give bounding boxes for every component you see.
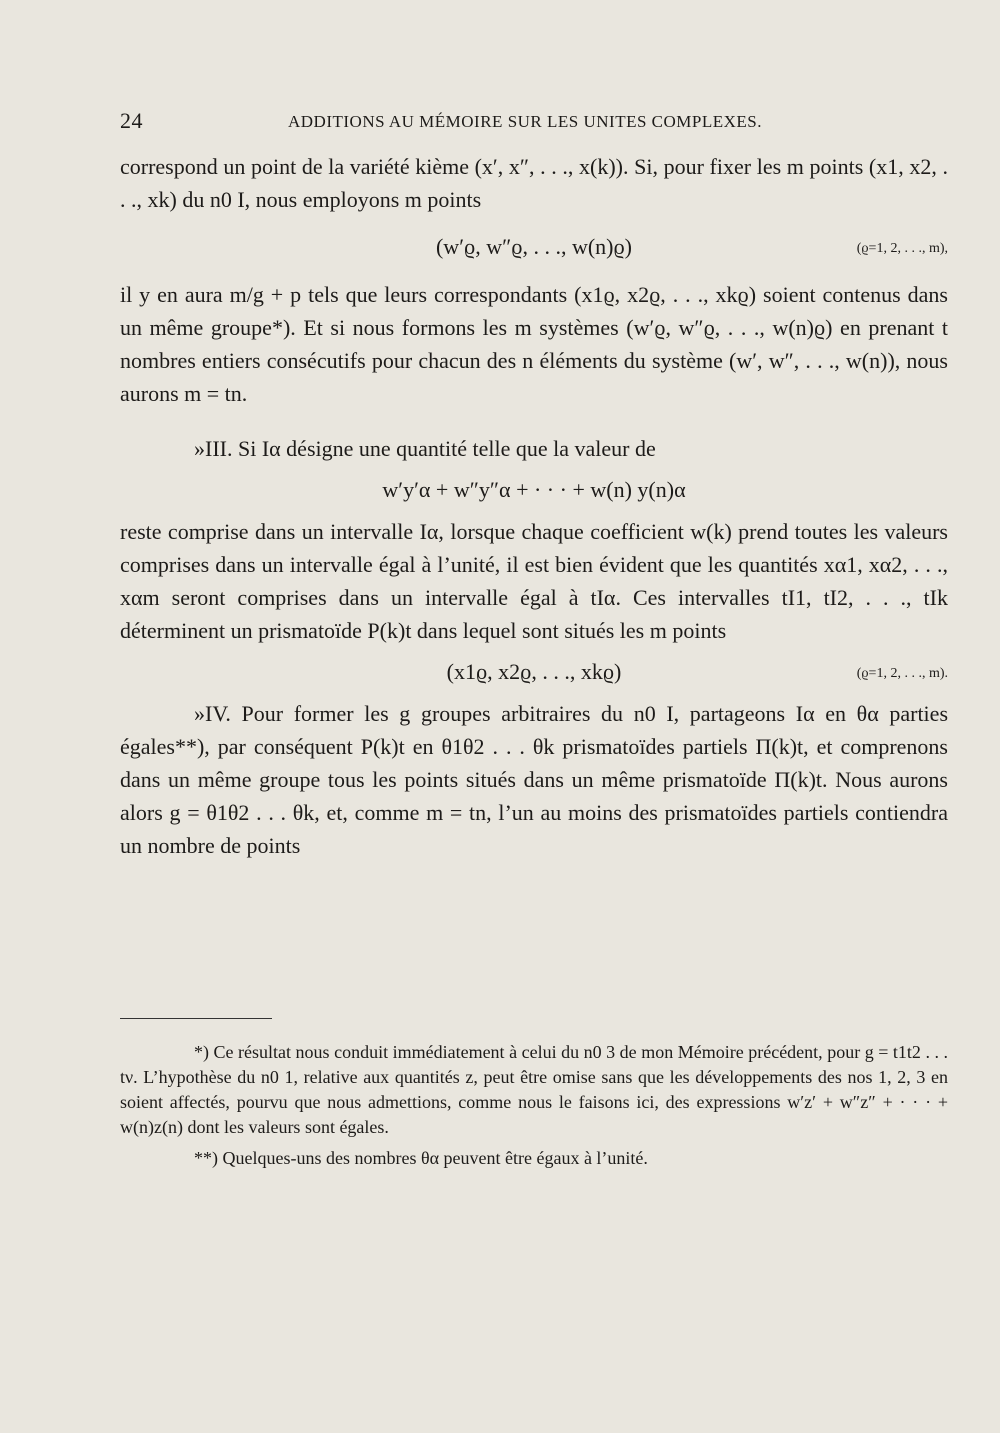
paragraph-4: reste comprise dans un intervalle Iα, lorsque chaque coefficient w(k) prend toutes les valeurs comprises dans un intervalle égal à l’unité, il est bien évident que les quantités xα1, xα2, . . ., xαm seront comprises dans un intervalle égal à tIα. Ces intervalles tI1, tI2, . . ., tIk déterminent un prismatoïde P(k)t dans lequel sont situés les m points (120, 519, 948, 643)
paragraph-3: »III. Si Iα désigne une quantité telle que la valeur de (194, 436, 656, 461)
equation-2 (120, 465, 948, 515)
equation-3-formula: (x1ϱ, x2ϱ, . . ., xkϱ) (446, 659, 622, 684)
running-title: ADDITIONS AU MÉMOIRE SUR LES UNITES COMPLEXES. (288, 112, 762, 131)
footnote-1: *) Ce résultat nous conduit immédiatement à celui du n0 3 de mon Mémoire précédent, pour g = t1t2 . . . tν. L’hypothèse du n0 1, relative aux quantités z, peut être omise sans que les développements des nos 1, 2, 3 en soient affectés, pourvu que nous admettions, comme nous le faisons ici, des expressions w′z′ + w″z″ + · · · + w(n)z(n) dont les valeurs sont égales. (120, 1042, 948, 1137)
page-number: 24 (120, 108, 143, 133)
page-header (120, 108, 948, 138)
equation-3-tag: (ϱ=1, 2, . . ., m). (856, 666, 948, 681)
footnote-rule (120, 1018, 272, 1019)
equation-1 (120, 216, 948, 278)
paragraph-2: il y en aura m/g + p tels que leurs correspondants (x1ϱ, x2ϱ, . . ., xkϱ) soient contenus dans un même groupe*). Et si nous formons les m systèmes (w′ϱ, w″ϱ, . . ., w(n)ϱ) en prenant t nombres entiers consécutifs pour chacun des n éléments du système (w′, w″, . . ., w(n)), nous aurons m = tn. (120, 282, 948, 406)
equation-3 (120, 647, 948, 697)
paragraph-1: correspond un point de la variété kième (x′, x″, . . ., x(k)). Si, pour fixer les m points (x1, x2, . . ., xk) du n0 I, nous employons m points (120, 154, 948, 212)
paragraph-5: »IV. Pour former les g groupes arbitraires du n0 I, partageons Iα en θα parties égales**), par conséquent P(k)t en θ1θ2 . . . θk prismatoïdes partiels Π(k)t, et comprenons dans un même groupe tous les points situés dans un même prismatoïde Π(k)t. Nous aurons alors g = θ1θ2 . . . θk, et, comme m = tn, l’un au moins des prismatoïdes partiels contiendra un nombre de points (120, 701, 948, 858)
footnotes (120, 1040, 948, 1177)
equation-1-formula: (w′ϱ, w″ϱ, . . ., w(n)ϱ) (435, 234, 633, 259)
footnote-2: **) Quelques-uns des nombres θα peuvent être égaux à l’unité. (194, 1148, 648, 1168)
equation-2-formula: w′y′α + w″y″α + · · · + w(n) y(n)α (382, 477, 686, 502)
equation-1-tag: (ϱ=1, 2, . . ., m), (856, 241, 948, 256)
body-text (120, 150, 948, 862)
